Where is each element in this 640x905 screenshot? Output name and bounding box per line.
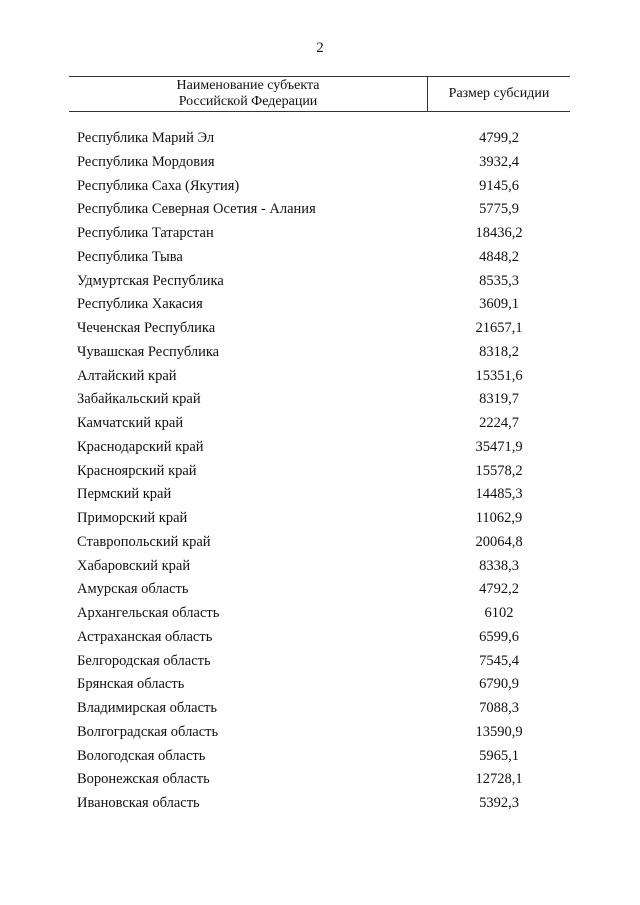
table-row [0,792,640,816]
table-row [0,555,640,579]
table-row [0,365,640,389]
subsidy-amount: 21657,1 [475,320,523,336]
region-name: Архангельская область [77,605,220,621]
table-row [0,626,640,650]
table-row [0,127,640,151]
table-row [0,483,640,507]
region-name: Хабаровский край [77,557,191,574]
subsidy-amount: 5392,3 [479,795,519,811]
subsidy-amount: 6102 [484,605,514,621]
subsidy-amount: 6790,9 [479,676,519,693]
table-row [0,317,640,341]
table-header [69,76,570,112]
table-row [0,151,640,175]
table-row [0,650,640,674]
table-row [0,198,640,222]
page-number: 2 [316,40,324,56]
subsidy-amount: 7545,4 [479,652,519,669]
subsidy-amount: 4792,2 [479,581,519,598]
subsidy-amount: 15578,2 [475,462,523,479]
table-row [0,768,640,792]
region-name: Амурская область [77,581,189,598]
region-name: Республика Саха (Якутия) [77,177,240,194]
subsidy-table-body [0,127,640,816]
subsidy-amount: 8319,7 [479,391,519,408]
region-name: Брянская область [77,676,185,693]
region-name: Удмуртская Республика [77,272,224,289]
subsidy-amount: 5775,9 [479,201,519,218]
region-name: Приморский край [77,510,188,526]
table-row [0,602,640,626]
region-name: Республика Татарстан [77,225,214,241]
table-row [0,270,640,294]
region-name: Ивановская область [77,795,200,811]
region-name: Забайкальский край [77,391,201,408]
subsidy-amount: 2224,7 [479,415,519,431]
header-subject-name [69,77,428,111]
subsidy-amount: 6599,6 [479,628,519,645]
region-name: Республика Хакасия [77,296,203,313]
region-name: Волгоградская область [77,723,219,740]
subsidy-amount: 35471,9 [475,438,523,455]
region-name: Пермский край [77,486,172,503]
table-row [0,721,640,745]
subsidy-amount: 15351,6 [475,367,523,384]
table-row [0,175,640,199]
subsidy-amount: 8318,2 [479,343,519,360]
region-name: Республика Марий Эл [77,130,215,146]
subsidy-amount: 4848,2 [479,248,519,265]
table-row [0,246,640,270]
subsidy-amount: 9145,6 [479,177,519,194]
subsidy-amount: 8535,3 [479,272,519,289]
table-row [0,222,640,246]
region-name: Вологодская область [77,747,206,764]
table-row [0,531,640,555]
region-name: Краснодарский край [77,438,204,455]
subsidy-amount: 4799,2 [479,130,519,146]
table-row [0,293,640,317]
region-name: Воронежская область [77,771,210,788]
region-name: Астраханская область [77,628,213,645]
region-name: Алтайский край [77,367,177,384]
subsidy-amount: 20064,8 [475,533,523,550]
subsidy-amount: 18436,2 [475,225,523,241]
table-row [0,745,640,769]
region-name: Владимирская область [77,700,217,716]
subsidy-amount: 3609,1 [479,296,519,313]
region-name: Чеченская Республика [77,320,216,336]
header-subject-name-line1: Наименование субъекта [176,78,320,93]
region-name: Камчатский край [77,415,184,431]
table-row [0,412,640,436]
subsidy-amount: 3932,4 [479,153,519,170]
region-name: Чувашская Республика [77,343,220,360]
subsidy-amount: 8338,3 [479,557,519,574]
subsidy-amount: 11062,9 [475,510,523,526]
region-name: Ставропольский край [77,533,211,550]
table-row [0,673,640,697]
subsidy-amount: 5965,1 [479,747,519,764]
region-name: Красноярский край [77,462,197,479]
region-name: Республика Тыва [77,248,183,265]
subsidy-amount: 13590,9 [475,723,523,740]
subsidy-amount: 7088,3 [479,700,519,716]
table-row [0,697,640,721]
table-row [0,578,640,602]
subsidy-amount: 14485,3 [475,486,523,503]
table-row [0,341,640,365]
table-row [0,507,640,531]
region-name: Белгородская область [77,652,211,669]
region-name: Республика Северная Осетия - Алания [77,201,316,218]
table-row [0,460,640,484]
header-subsidy-amount: Размер субсидии [448,86,550,101]
header-subject-name-line2: Российской Федерации [178,94,318,109]
subsidy-amount: 12728,1 [475,771,523,788]
table-row [0,388,640,412]
table-row [0,436,640,460]
region-name: Республика Мордовия [77,153,215,170]
